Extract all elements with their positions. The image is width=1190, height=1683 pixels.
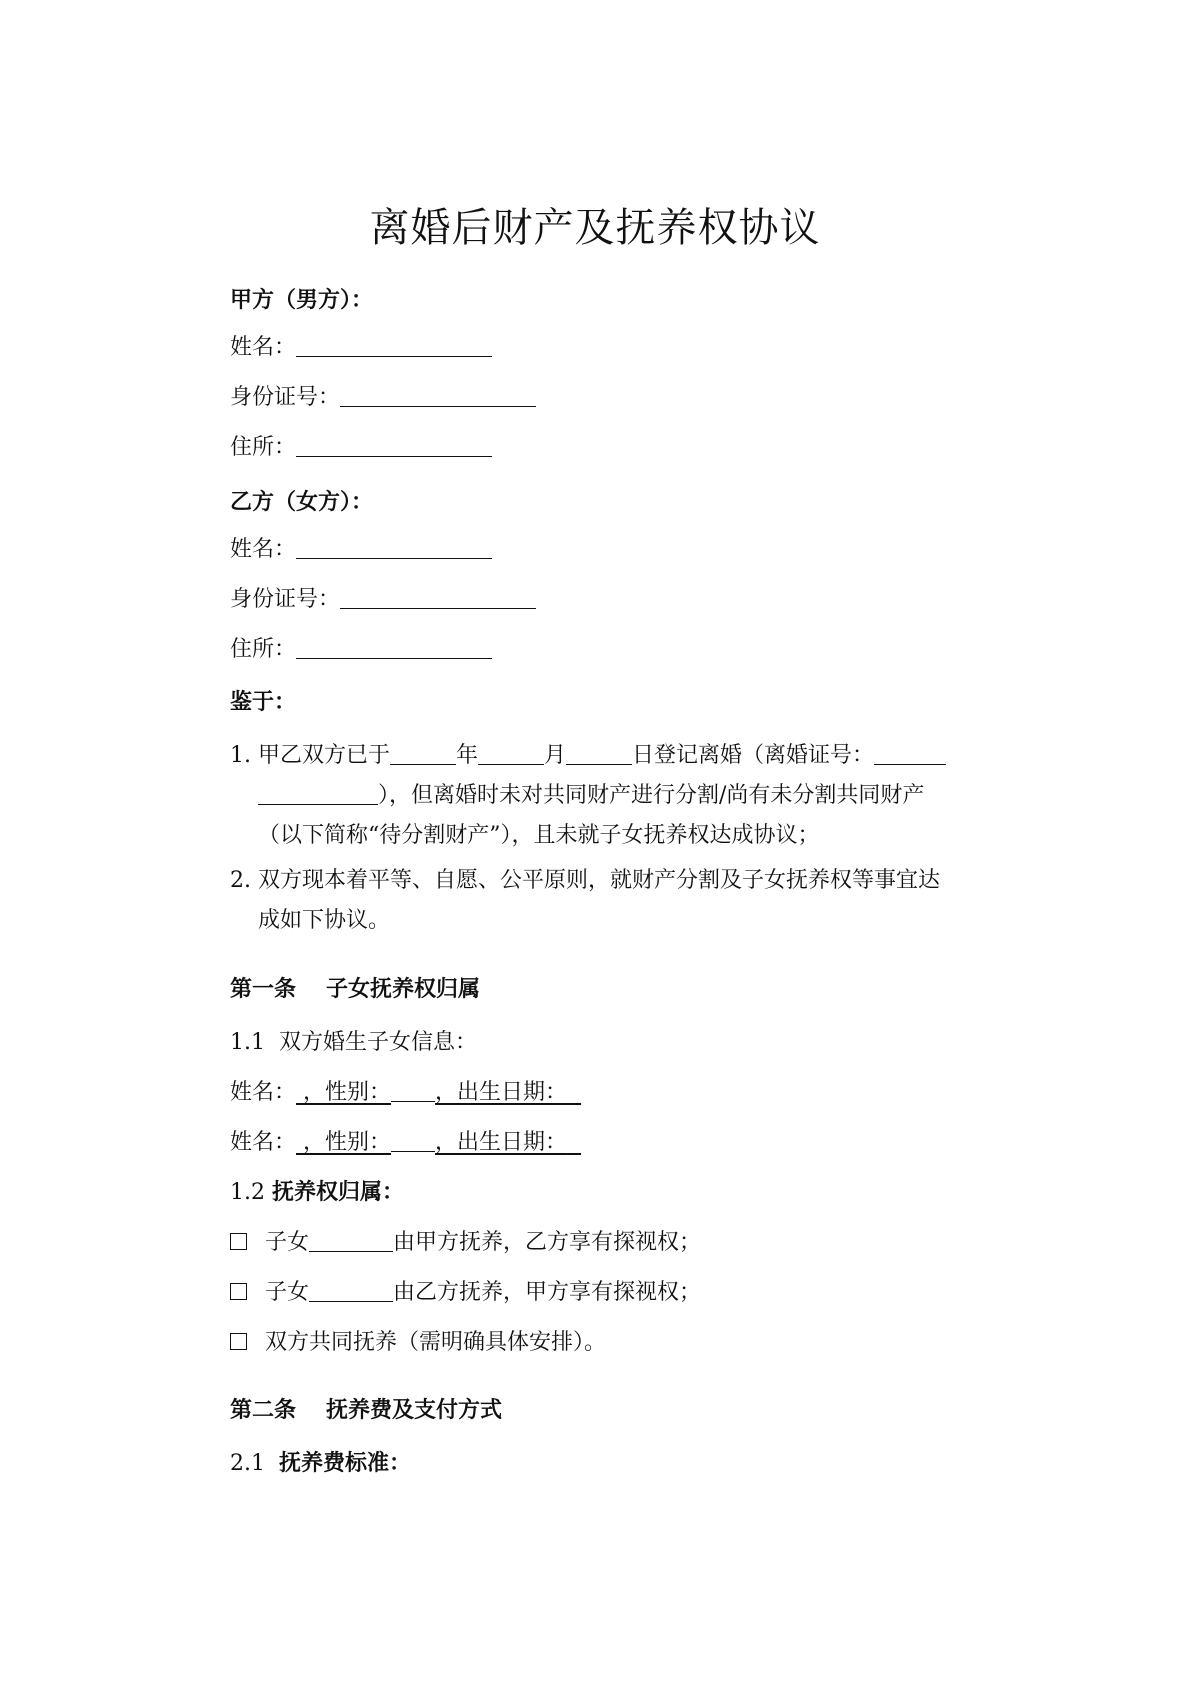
checkbox[interactable] (230, 1233, 247, 1250)
option-text: 由乙方抚养，甲方享有探视权； (393, 1280, 702, 1305)
child-name-label: 姓名： (230, 1130, 297, 1155)
custody-option-father (230, 1228, 701, 1258)
section-2-1-number: 2.1 (230, 1451, 265, 1476)
section-1-2-number: 1.2 (230, 1180, 265, 1205)
divorce-month-field[interactable] (478, 742, 544, 765)
party-b-heading: 乙方（女方）： (230, 490, 374, 515)
section-2-1 (230, 1449, 411, 1479)
section-1-1 (230, 1028, 477, 1058)
party-b-name-label: 姓名： (230, 537, 297, 562)
whereas-item1-line2 (258, 781, 924, 811)
child-gender-label: ，性别： (303, 1080, 392, 1105)
item1-text-start: 甲乙双方已于 (258, 743, 391, 768)
party-b-address-field[interactable] (296, 636, 492, 659)
party-a-name-row (230, 333, 492, 363)
child-row-1 (230, 1078, 581, 1108)
child-dob-label: ，出生日期： (435, 1080, 568, 1105)
party-b-address-row (230, 635, 492, 665)
checkbox[interactable] (230, 1333, 247, 1350)
party-b-name-field[interactable] (296, 536, 492, 559)
party-a-address-row (230, 433, 492, 463)
child-name-field[interactable] (309, 1279, 393, 1302)
party-a-address-label: 住所： (230, 435, 297, 460)
party-b-id-field[interactable] (340, 586, 536, 609)
checkbox[interactable] (230, 1283, 247, 1300)
child-gender-field[interactable] (391, 1129, 435, 1152)
option-label: 子女 (265, 1230, 310, 1255)
party-b-id-label: 身份证号： (230, 587, 341, 612)
child-gender-field[interactable] (391, 1079, 435, 1102)
whereas-item1-number: 1. (230, 743, 251, 768)
divorce-cert-field-part1[interactable] (874, 742, 946, 765)
party-a-name-label: 姓名： (230, 335, 297, 360)
item1-text-cert: 日登记离婚（离婚证号： (632, 743, 875, 768)
divorce-cert-field-part2[interactable] (258, 782, 378, 805)
article1-number: 第一条 (230, 977, 297, 1002)
child-row-2 (230, 1128, 581, 1158)
child-dob-label: ，出生日期： (435, 1130, 568, 1155)
child-name-label: 姓名： (230, 1080, 297, 1105)
article1-title: 子女抚养权归属 (326, 977, 481, 1002)
article1-heading (230, 975, 480, 1005)
child-name-field[interactable] (309, 1229, 393, 1252)
custody-option-mother (230, 1278, 701, 1308)
whereas-item1-line3: （以下简称“待分割财产”），且未就子女抚养权达成协议； (258, 823, 820, 848)
article2-heading (230, 1396, 502, 1426)
party-a-id-row (230, 383, 536, 413)
section-1-2 (230, 1178, 404, 1208)
custody-option-joint (230, 1328, 606, 1358)
section-2-1-text: 抚养费标准： (279, 1451, 412, 1476)
item1-text-line2: ），但离婚时未对共同财产进行分割/尚有未分割共同财产 (378, 783, 925, 808)
article2-title: 抚养费及支付方式 (326, 1398, 503, 1423)
section-1-2-text: 抚养权归属： (272, 1180, 405, 1205)
month-label: 月 (544, 743, 567, 768)
whereas-item2-number: 2. (230, 868, 251, 893)
option-label: 子女 (265, 1280, 310, 1305)
party-b-name-row (230, 535, 492, 565)
party-a-name-field[interactable] (296, 334, 492, 357)
article2-number: 第二条 (230, 1398, 297, 1423)
section-1-1-number: 1.1 (230, 1030, 265, 1055)
whereas-item1-line1 (258, 741, 946, 771)
option-text: 由甲方抚养，乙方享有探视权； (393, 1230, 702, 1255)
party-a-address-field[interactable] (296, 434, 492, 457)
whereas-heading: 鉴于： (230, 690, 297, 715)
document-title: 离婚后财产及抚养权协议 (369, 205, 821, 251)
option-label: 双方共同抚养（需明确具体安排）。 (265, 1330, 607, 1355)
party-a-id-field[interactable] (340, 384, 536, 407)
child-gender-label: ，性别： (303, 1130, 392, 1155)
party-a-heading: 甲方（男方）： (230, 288, 374, 313)
whereas-item2-line1: 双方现本着平等、自愿、公平原则，就财产分割及子女抚养权等事宜达 (258, 868, 941, 893)
party-a-id-label: 身份证号： (230, 385, 341, 410)
divorce-year-field[interactable] (390, 742, 456, 765)
whereas-item2-line2: 成如下协议。 (258, 908, 391, 933)
divorce-day-field[interactable] (566, 742, 632, 765)
party-b-id-row (230, 585, 536, 615)
section-1-1-text: 双方婚生子女信息： (279, 1030, 478, 1055)
year-label: 年 (456, 743, 479, 768)
party-b-address-label: 住所： (230, 637, 297, 662)
